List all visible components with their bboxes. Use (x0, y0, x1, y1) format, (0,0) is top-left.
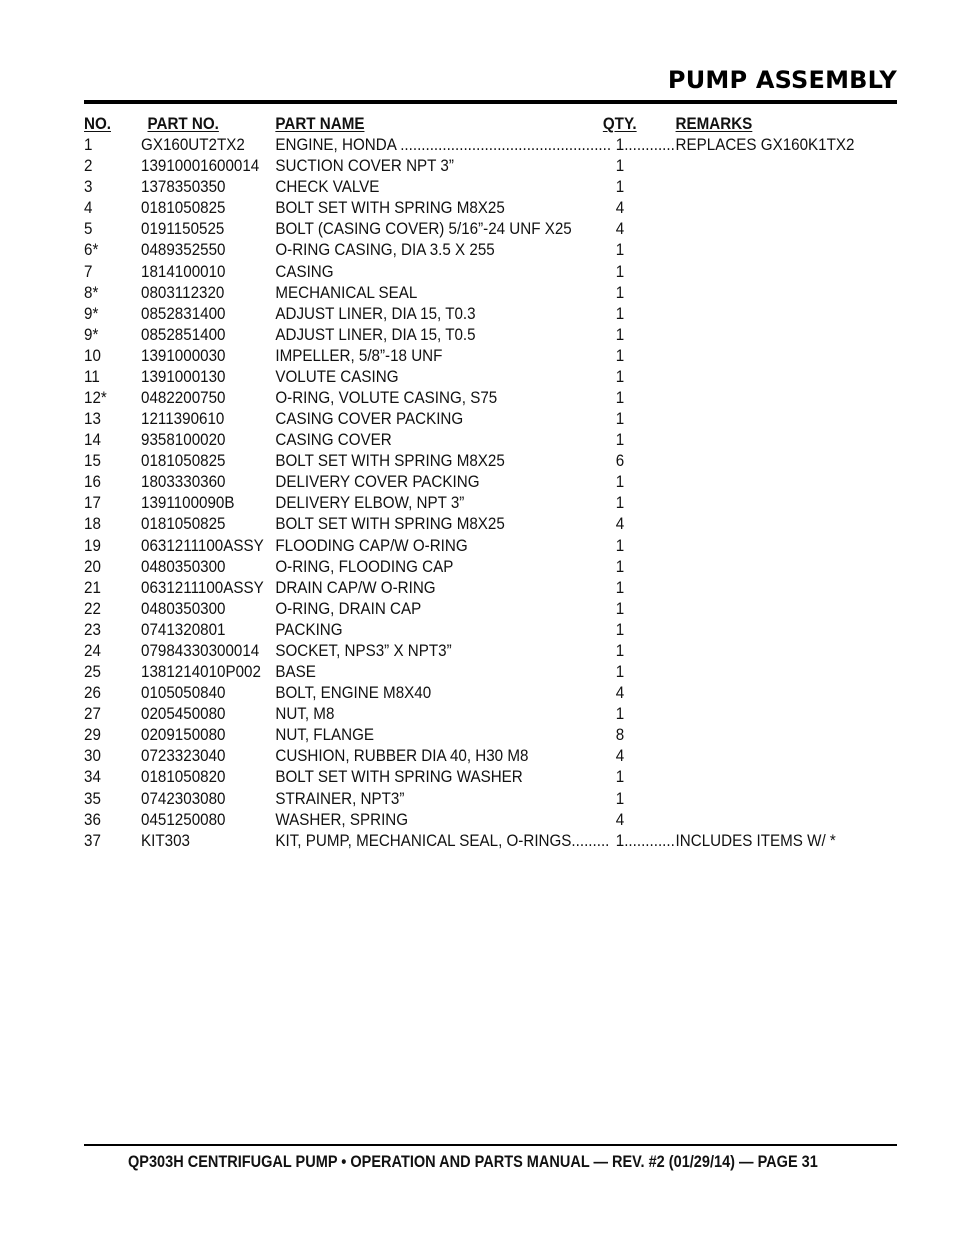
cell-no: 4 (84, 199, 93, 218)
cell-qty: 4 (615, 220, 625, 239)
table-row (84, 367, 820, 388)
cell-no: 11 (84, 367, 100, 386)
cell-no: 27 (84, 705, 101, 724)
table-row (84, 156, 820, 177)
cell-part-name: DELIVERY ELBOW, NPT 3” (275, 494, 465, 513)
cell-part-no: 1391100090B (141, 494, 235, 513)
table-row (84, 557, 820, 578)
table-row (84, 262, 820, 283)
cell-qty: 1 (615, 304, 625, 323)
table-row (84, 198, 820, 219)
table-row (84, 304, 820, 325)
cell-part-name: CHECK VALVE (275, 178, 380, 197)
cell-part-name: CASING COVER (275, 431, 392, 450)
cell-part-name: O-RING, FLOODING CAP (275, 557, 454, 576)
table-row (84, 683, 820, 704)
cell-part-name: CASING (275, 262, 334, 281)
cell-no: 23 (84, 620, 101, 639)
cell-part-no: 0489352550 (141, 241, 226, 260)
cell-part-name: STRAINER, NPT3” (275, 789, 405, 808)
cell-no: 9* (84, 325, 99, 344)
table-row (84, 767, 820, 788)
column-header-remarks: REMARKS (675, 115, 753, 133)
cell-part-no: 1378350350 (141, 178, 226, 197)
cell-part-no: 0741320801 (141, 620, 226, 639)
cell-part-name: BOLT SET WITH SPRING M8X25 (275, 452, 505, 471)
table-row (84, 430, 820, 451)
table-row (84, 325, 820, 346)
cell-part-no: 1211390610 (141, 410, 225, 429)
page-footer: QP303H CENTRIFUGAL PUMP • OPERATION AND PARTS MANUAL — REV. #2 (01/29/14) — PAGE 31 (128, 1153, 818, 1171)
cell-part-name: NUT, M8 (275, 705, 335, 724)
table-row (84, 578, 820, 599)
cell-no: 15 (84, 452, 101, 471)
cell-qty: 1............ (615, 136, 675, 155)
cell-part-no: 0482200750 (141, 389, 226, 408)
cell-part-name: VOLUTE CASING (275, 367, 399, 386)
cell-part-no: 0451250080 (141, 810, 226, 829)
cell-part-no: 0723323040 (141, 747, 226, 766)
cell-part-name: ADJUST LINER, DIA 15, T0.5 (275, 325, 476, 344)
table-row (84, 451, 820, 472)
cell-part-name: PACKING (275, 620, 343, 639)
cell-qty: 6 (615, 452, 625, 471)
cell-qty: 1 (615, 473, 625, 492)
cell-part-no: 0181050820 (141, 768, 226, 787)
cell-qty: 1 (615, 620, 625, 639)
cell-part-name: BASE (275, 663, 316, 682)
table-row (84, 493, 820, 514)
cell-part-name: NUT, FLANGE (275, 726, 375, 745)
cell-part-name: FLOODING CAP/W O-RING (275, 536, 468, 555)
cell-qty: 1 (615, 641, 625, 660)
cell-part-no: 0480350300 (141, 599, 226, 618)
table-row (84, 789, 820, 810)
cell-part-no: 0631211100ASSY (141, 536, 264, 555)
cell-part-no: 0181050825 (141, 515, 226, 534)
cell-part-no: 0742303080 (141, 789, 226, 808)
cell-part-name: ENGINE, HONDA .................................................. (275, 136, 612, 155)
table-row (84, 746, 820, 767)
cell-part-no: 1803330360 (141, 473, 226, 492)
cell-part-name: BOLT SET WITH SPRING M8X25 (275, 199, 505, 218)
cell-qty: 1 (615, 557, 625, 576)
cell-no: 34 (84, 768, 101, 787)
cell-part-name: O-RING, VOLUTE CASING, S75 (275, 389, 498, 408)
cell-part-no: GX160UT2TX2 (141, 136, 245, 155)
cell-part-no: 0209150080 (141, 726, 226, 745)
cell-qty: 4 (615, 515, 625, 534)
cell-no: 26 (84, 684, 101, 703)
cell-part-name: O-RING, DRAIN CAP (275, 599, 422, 618)
cell-no: 5 (84, 220, 93, 239)
cell-qty: 1 (615, 262, 625, 281)
cell-part-name: MECHANICAL SEAL (275, 283, 418, 302)
cell-part-name: BOLT SET WITH SPRING M8X25 (275, 515, 505, 534)
cell-part-no: 0480350300 (141, 557, 226, 576)
table-row (84, 472, 820, 493)
cell-part-no: 0205450080 (141, 705, 226, 724)
cell-part-no: 0852851400 (141, 325, 226, 344)
cell-qty: 4 (615, 747, 625, 766)
parts-table (84, 114, 884, 852)
cell-qty: 1 (615, 663, 625, 682)
cell-qty: 1 (615, 599, 625, 618)
cell-qty: 4 (615, 810, 625, 829)
table-row (84, 536, 820, 557)
cell-qty: 1 (615, 346, 625, 365)
table-row (84, 219, 820, 240)
table-row (84, 409, 820, 430)
table-row (84, 514, 820, 535)
cell-remarks: REPLACES GX160K1TX2 (675, 136, 855, 155)
cell-no: 6* (84, 241, 99, 260)
cell-no: 13 (84, 410, 101, 429)
cell-no: 2 (84, 157, 93, 176)
cell-no: 29 (84, 726, 101, 745)
cell-part-no: KIT303 (141, 831, 190, 850)
cell-part-no: 0181050825 (141, 452, 226, 471)
cell-no: 35 (84, 789, 101, 808)
cell-part-name: SUCTION COVER NPT 3” (275, 157, 454, 176)
table-row (84, 810, 820, 831)
cell-no: 10 (84, 346, 101, 365)
cell-part-name: DRAIN CAP/W O-RING (275, 578, 436, 597)
cell-no: 3 (84, 178, 93, 197)
cell-part-name: ADJUST LINER, DIA 15, T0.3 (275, 304, 476, 323)
cell-qty: 1 (615, 578, 625, 597)
cell-part-no: 0105050840 (141, 684, 226, 703)
cell-qty: 1 (615, 705, 625, 724)
cell-qty: 1 (615, 178, 625, 197)
cell-no: 36 (84, 810, 101, 829)
cell-part-no: 07984330300014 (141, 641, 260, 660)
cell-part-no: 0191150525 (141, 220, 225, 239)
table-row (84, 704, 820, 725)
cell-qty: 1 (615, 789, 625, 808)
table-row (84, 831, 836, 852)
cell-remarks: INCLUDES ITEMS W/ * (675, 831, 836, 850)
cell-qty: 1 (615, 410, 625, 429)
column-header-part-no: PART NO. (147, 115, 219, 133)
cell-part-no: 1814100010 (141, 262, 226, 281)
cell-no: 9* (84, 304, 99, 323)
table-row (84, 346, 820, 367)
cell-part-name: BOLT SET WITH SPRING WASHER (275, 768, 523, 787)
footer-divider (84, 1144, 897, 1146)
cell-no: 17 (84, 494, 101, 513)
cell-no: 21 (84, 578, 101, 597)
cell-part-name: SOCKET, NPS3” X NPT3” (275, 641, 452, 660)
cell-qty: 4 (615, 199, 625, 218)
table-row (84, 725, 820, 746)
table-row (84, 240, 820, 261)
cell-qty: 1 (615, 241, 625, 260)
cell-no: 24 (84, 641, 101, 660)
cell-part-no: 13910001600014 (141, 157, 260, 176)
cell-part-no: 0181050825 (141, 199, 226, 218)
cell-no: 22 (84, 599, 101, 618)
table-row (84, 177, 820, 198)
cell-qty: 1 (615, 367, 625, 386)
cell-qty: 1 (615, 389, 625, 408)
table-body (84, 135, 884, 852)
cell-part-name: WASHER, SPRING (275, 810, 409, 829)
cell-part-no: 1391000030 (141, 346, 226, 365)
table-row (84, 135, 855, 156)
cell-part-no: 0631211100ASSY (141, 578, 264, 597)
column-header-no: NO. (84, 115, 111, 133)
table-row (84, 662, 820, 683)
cell-part-name: BOLT, ENGINE M8X40 (275, 684, 432, 703)
cell-part-no: 1391000130 (141, 367, 226, 386)
table-row (84, 620, 820, 641)
cell-part-name: CUSHION, RUBBER DIA 40, H30 M8 (275, 747, 529, 766)
cell-no: 18 (84, 515, 101, 534)
page-title: PUMP ASSEMBLY (667, 66, 897, 94)
cell-qty: 1 (615, 536, 625, 555)
cell-qty: 1 (615, 325, 625, 344)
cell-no: 25 (84, 663, 101, 682)
cell-no: 8* (84, 283, 99, 302)
cell-part-no: 1381214010P002 (141, 663, 261, 682)
cell-part-name: IMPELLER, 5/8”-18 UNF (275, 346, 443, 365)
cell-qty: 1 (615, 431, 625, 450)
cell-no: 20 (84, 557, 101, 576)
cell-part-no: 0852831400 (141, 304, 226, 323)
column-header-part-name: PART NAME (275, 115, 365, 133)
cell-part-name: DELIVERY COVER PACKING (275, 473, 480, 492)
cell-part-name: O-RING CASING, DIA 3.5 X 255 (275, 241, 495, 260)
table-header-row (84, 114, 820, 135)
cell-part-no: 9358100020 (141, 431, 226, 450)
table-row (84, 283, 820, 304)
cell-no: 14 (84, 431, 101, 450)
cell-part-name: BOLT (CASING COVER) 5/16”-24 UNF X25 (275, 220, 572, 239)
cell-no: 16 (84, 473, 101, 492)
cell-no: 30 (84, 747, 101, 766)
cell-no: 7 (84, 262, 93, 281)
cell-no: 19 (84, 536, 101, 555)
cell-qty: 8 (615, 726, 625, 745)
table-row (84, 599, 820, 620)
cell-qty: 1 (615, 157, 625, 176)
cell-qty: 1 (615, 768, 625, 787)
cell-part-name: KIT, PUMP, MECHANICAL SEAL, O-RINGS......... (275, 831, 610, 850)
cell-no: 12* (84, 389, 107, 408)
title-divider (84, 100, 897, 104)
cell-no: 37 (84, 831, 101, 850)
cell-qty: 4 (615, 684, 625, 703)
cell-part-no: 0803112320 (141, 283, 225, 302)
cell-qty: 1............ (615, 831, 675, 850)
cell-no: 1 (84, 136, 93, 155)
table-row (84, 641, 820, 662)
cell-part-name: CASING COVER PACKING (275, 410, 464, 429)
column-header-qty: QTY. (602, 115, 637, 133)
table-row (84, 388, 820, 409)
cell-qty: 1 (615, 283, 625, 302)
cell-qty: 1 (615, 494, 625, 513)
